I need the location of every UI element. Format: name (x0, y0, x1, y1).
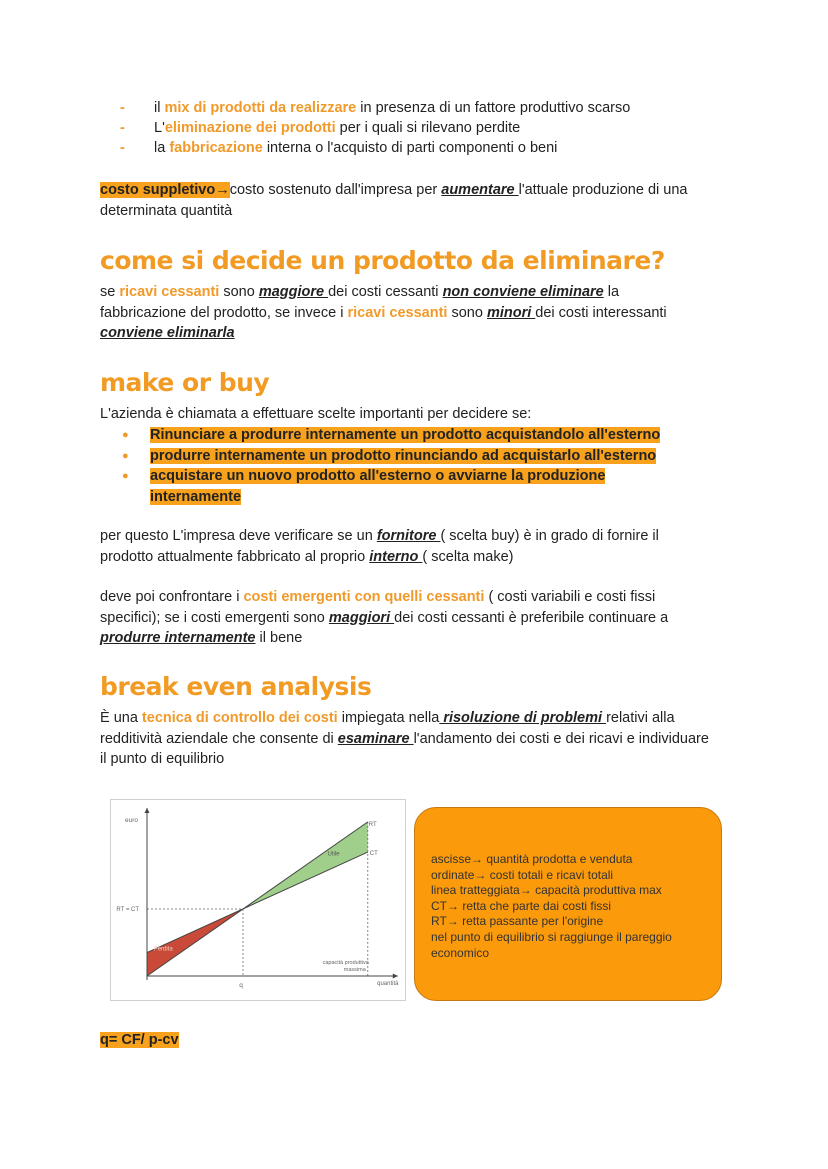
x-axis-arrow-icon (393, 974, 398, 979)
rt-eq-ct-label: RT = CT (116, 907, 139, 913)
make-or-buy-intro: L'azienda è chiamata a effettuare scelte importanti per decidere se: (100, 406, 532, 422)
list-item: - L'eliminazione dei prodotti per i quali si rilevano perdite (120, 118, 630, 138)
note-line: ordinate→ costi totali e ricavi totali (431, 867, 614, 882)
heading-make-or-buy: make or buy (100, 368, 270, 397)
break-even-paragraph: È una tecnica di controllo dei costi impiegata nella risoluzione di problemi relativi alla redditività aziendale che consente di esaminare l'andamento dei costi e dei ricavi e individuare il punto di equilibrio (100, 710, 709, 767)
make-or-buy-list (118, 425, 738, 507)
heading-break-even: break even analysis (100, 672, 372, 701)
list-item: ● produrre internamente un prodotto rinunciando ad acquistarlo all'esterno (118, 446, 738, 467)
ct-line (147, 852, 368, 953)
ct-label: CT (369, 851, 378, 858)
perdita-label: Perdita (153, 946, 173, 953)
y-axis-label: euro (125, 817, 139, 824)
rt-label: RT (368, 821, 377, 828)
costo-suppletivo-paragraph: costo suppletivo→costo sostenuto dall'impresa per aumentare l'attuale produzione di una determinata quantità (100, 182, 688, 219)
break-even-chart-svg (111, 800, 405, 1000)
intro-list (120, 98, 630, 158)
fornitore-paragraph: per questo L'impresa deve verificare se un fornitore ( scelta buy) è in grado di fornire il prodotto attualmente fabbricato al proprio interno ( scelta make) (100, 528, 659, 565)
list-item: ● Rinunciare a produrre internamente un prodotto acquistandolo all'esterno (118, 425, 738, 446)
rt-line (147, 822, 368, 976)
capacity-label: capacità produttiva (322, 960, 369, 966)
break-even-chart (110, 799, 406, 1001)
note-line: nel punto di equilibrio si raggiunge il pareggio (431, 929, 672, 944)
formula: q= CF/ p-cv (100, 1032, 179, 1048)
y-axis-arrow-icon (145, 808, 150, 813)
costo-term: costo suppletivo→ (100, 182, 230, 198)
list-item: - il mix di prodotti da realizzare in presenza di un fattore produttivo scarso (120, 98, 630, 118)
list-item: ● acquistare un nuovo prodotto all'esterno o avviarne la produzione internamente (118, 466, 640, 507)
list-item: - la fabbricazione interna o l'acquisto di parti componenti o beni (120, 138, 630, 158)
note-line: CT→ retta che parte dai costi fissi (431, 898, 612, 913)
eliminazione-paragraph: se ricavi cessanti sono maggiore dei costi cessanti non conviene eliminare la fabbricazione del prodotto, se invece i ricavi cessanti sono minori dei costi interessanti conviene eliminarla (100, 284, 667, 341)
note-line: linea tratteggiata→ capacità produttiva max (431, 883, 662, 898)
x-tick-q: q (239, 982, 243, 989)
note-line: ascisse→ quantità prodotta e venduta (431, 852, 633, 866)
utile-label: Utile (327, 851, 340, 858)
chart-notes-box (414, 807, 722, 1001)
heading-eliminazione: come si decide un prodotto da eliminare? (100, 246, 665, 275)
confronto-paragraph: deve poi confrontare i costi emergenti con quelli cessanti ( costi variabili e costi fissi specifici); se i costi emergenti sono maggiori dei costi cessanti è preferibile continuare a produrre internamente il bene (100, 589, 669, 646)
note-line: economico (431, 945, 490, 960)
x-axis-label: quantità (377, 981, 399, 987)
note-line: RT→ retta passante per l'origine (431, 914, 604, 929)
capacity-label-2: massima (343, 967, 366, 973)
